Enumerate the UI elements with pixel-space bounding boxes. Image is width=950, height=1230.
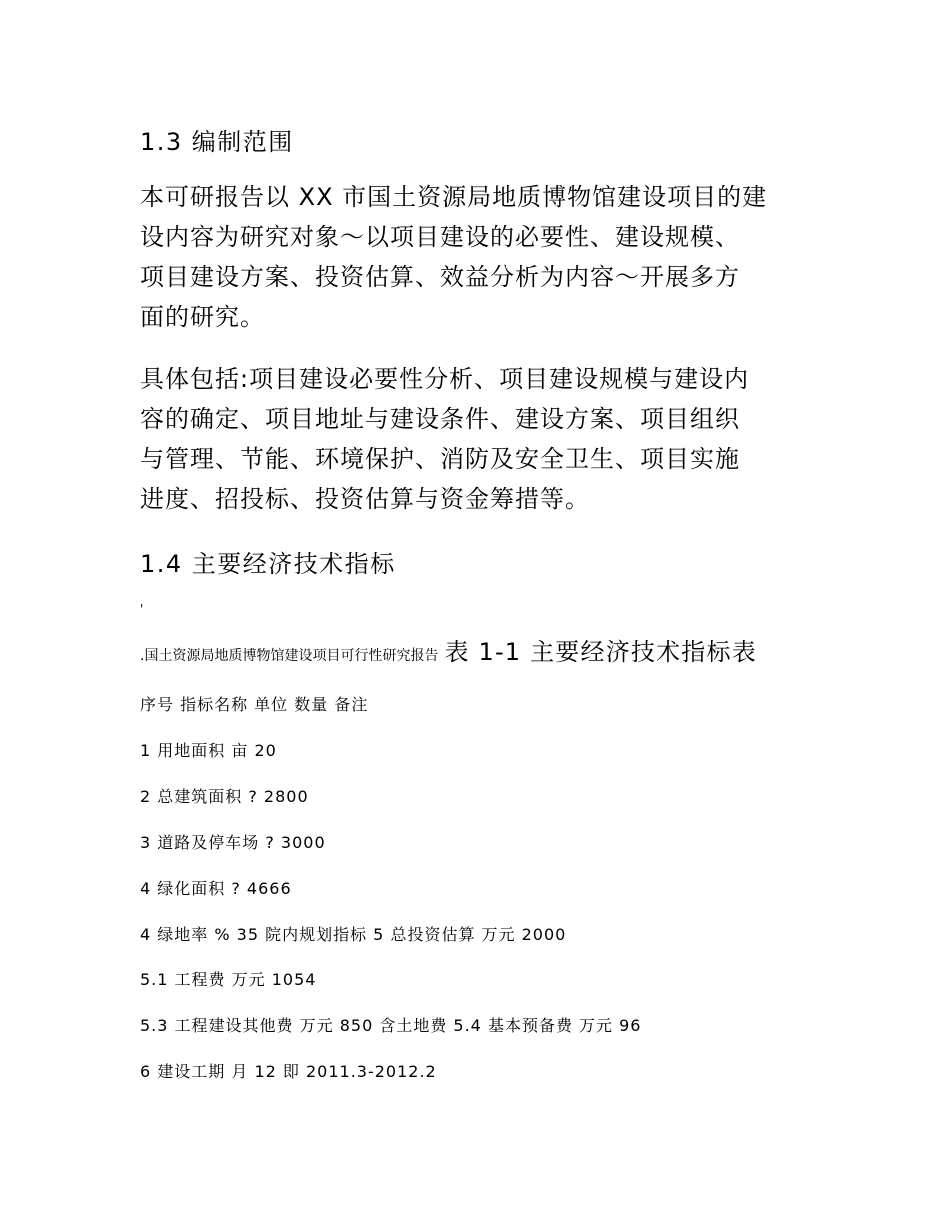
section-heading-1-3: 1.3 编制范围 — [140, 128, 294, 156]
caption-prefix: .国土资源局地质博物馆建设项目可行性研究报告 — [140, 648, 439, 664]
scope-paragraph — [140, 177, 820, 337]
paragraph-line: 面的研究。 — [140, 303, 265, 331]
stray-mark: ' — [140, 602, 144, 616]
scope-details-paragraph — [140, 359, 820, 519]
table-row: 2 总建筑面积 ? 2800 — [140, 787, 309, 806]
table-row: 4 绿地率 % 35 院内规划指标 5 总投资估算 万元 2000 — [140, 925, 567, 944]
table-row: 5.3 工程建设其他费 万元 850 含土地费 5.4 基本预备费 万元 96 — [140, 1016, 642, 1035]
table-row: 3 道路及停车场 ? 3000 — [140, 833, 326, 852]
table-row: 6 建设工期 月 12 即 2011.3-2012.2 — [140, 1062, 437, 1081]
table-row: 5.1 工程费 万元 1054 — [140, 970, 317, 989]
paragraph-line: 本可研报告以 XX 市国土资源局地质博物馆建设项目的建 — [140, 183, 768, 211]
paragraph-line: 具体包括:项目建设必要性分析、项目建设规模与建设内 — [140, 365, 750, 393]
table-header-row: 序号 指标名称 单位 数量 备注 — [140, 695, 369, 714]
paragraph-line: 设内容为研究对象～以项目建设的必要性、建设规模、 — [140, 223, 740, 251]
paragraph-line: 容的确定、项目地址与建设条件、建设方案、项目组织 — [140, 405, 740, 433]
paragraph-line: 与管理、节能、环境保护、消防及安全卫生、项目实施 — [140, 445, 740, 473]
table-row: 1 用地面积 亩 20 — [140, 741, 277, 760]
paragraph-line: 项目建设方案、投资估算、效益分析为内容～开展多方 — [140, 263, 740, 291]
table-row: 4 绿化面积 ? 4666 — [140, 879, 292, 898]
table-caption — [140, 632, 757, 667]
section-heading-1-4: 1.4 主要经济技术指标 — [140, 550, 396, 578]
caption-title: 表 1-1 主要经济技术指标表 — [444, 638, 757, 666]
paragraph-line: 进度、招投标、投资估算与资金筹措等。 — [140, 485, 590, 513]
